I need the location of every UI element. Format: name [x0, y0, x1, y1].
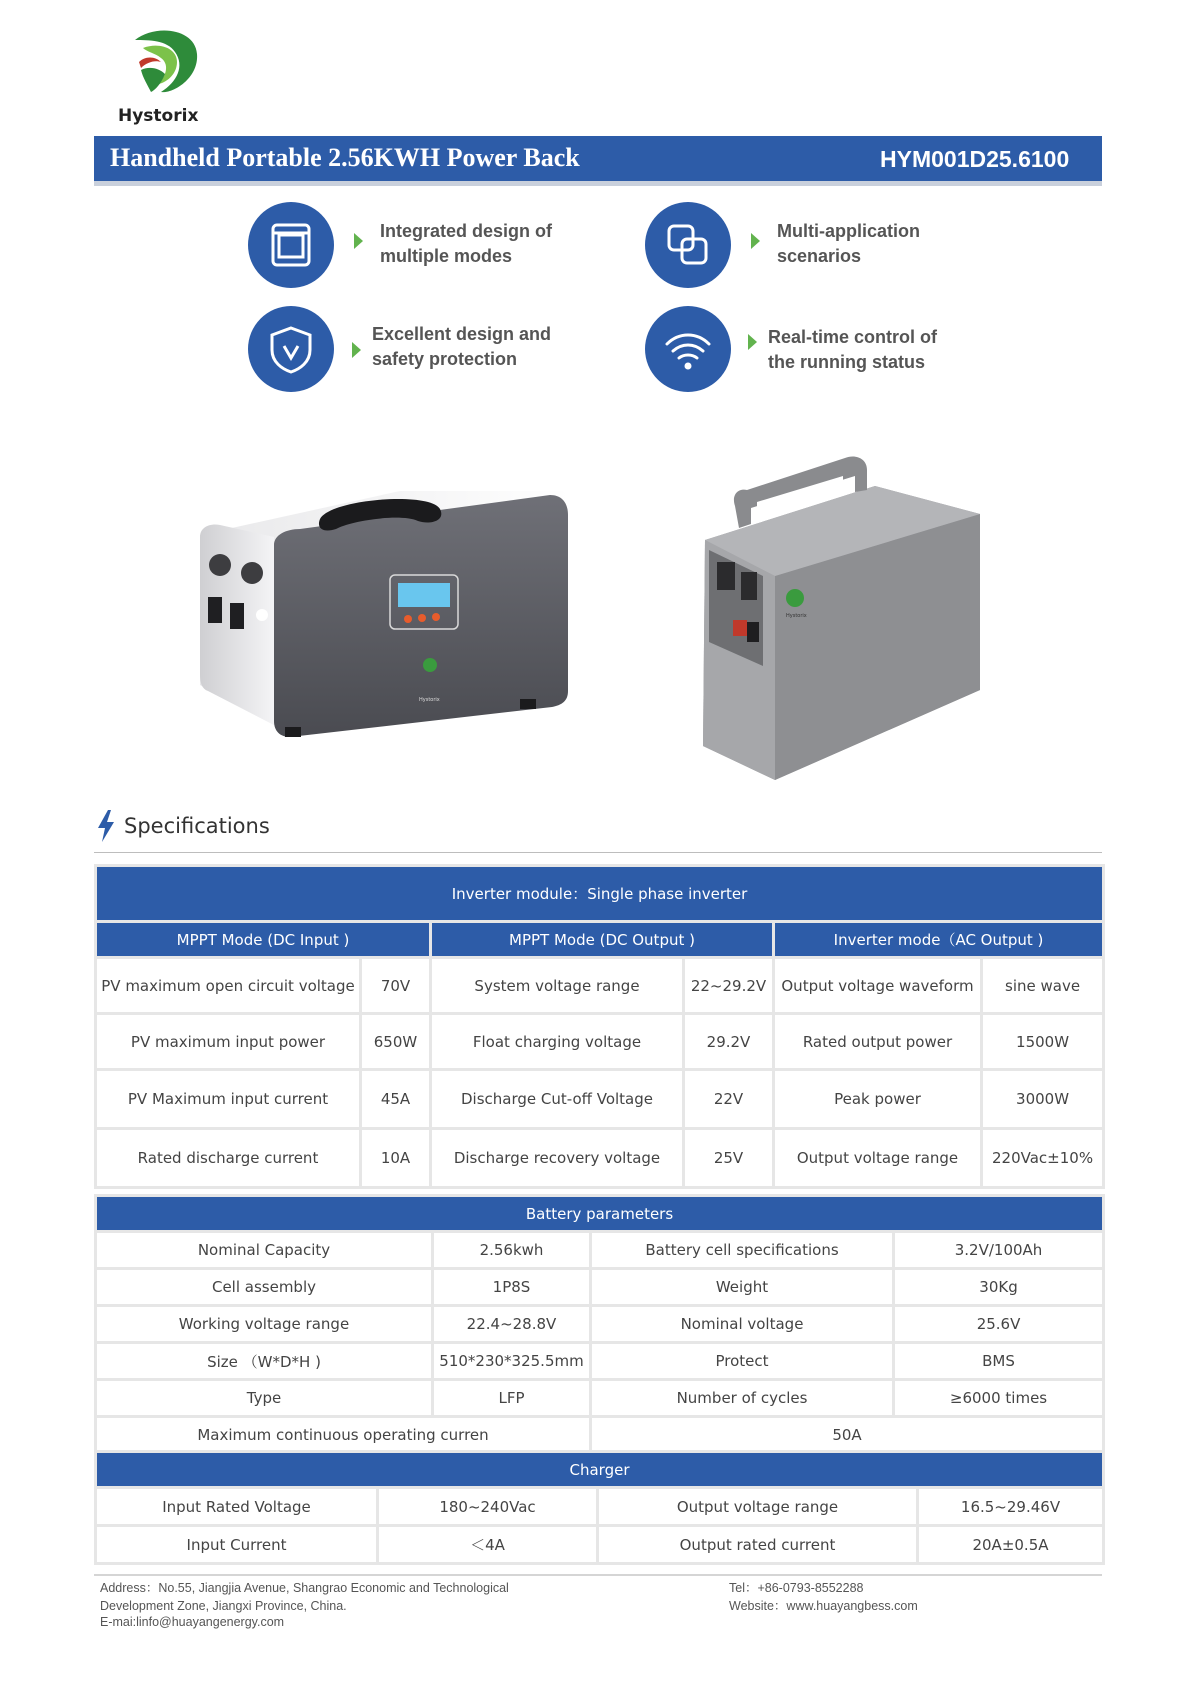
table-cell: 50A — [591, 1417, 1104, 1454]
table-cell: Weight — [591, 1269, 894, 1306]
feature-arrow-icon — [352, 342, 361, 358]
table-cell: 30Kg — [894, 1269, 1104, 1306]
table-cell: 70V — [361, 958, 431, 1014]
battery-table — [94, 1194, 1105, 1455]
table-row — [96, 958, 1104, 1014]
column-header: MPPT Mode (DC Input ) — [96, 922, 431, 958]
table-cell: Type — [96, 1380, 433, 1417]
table-cell: Rated discharge current — [96, 1129, 361, 1188]
product-image-handheld — [190, 485, 580, 755]
table-cell: 45A — [361, 1070, 431, 1129]
table-row — [96, 1070, 1104, 1129]
table-cell: Battery cell specifications — [591, 1232, 894, 1269]
table-cell: PV maximum input power — [96, 1014, 361, 1070]
model-number: HYM001D25.6100 — [880, 146, 1070, 172]
table-cell: Float charging voltage — [431, 1014, 684, 1070]
inverter-table-title: Inverter module：Single phase inverter — [96, 866, 1104, 922]
inverter-table — [94, 864, 1105, 1189]
table-cell: ＜4A — [378, 1526, 598, 1564]
table-cell: 3.2V/100Ah — [894, 1232, 1104, 1269]
table-row — [96, 1417, 1104, 1454]
table-row — [96, 1232, 1104, 1269]
footer-address-line-1: Address：No.55, Jiangjia Avenue, Shangrao Economic and Technological — [100, 1581, 509, 1595]
table-cell: Size （W*D*H ) — [96, 1343, 433, 1380]
table-cell: LFP — [433, 1380, 591, 1417]
table-cell: Cell assembly — [96, 1269, 433, 1306]
table-cell: Nominal Capacity — [96, 1232, 433, 1269]
table-cell: Output voltage range — [598, 1488, 918, 1526]
battery-table-title: Battery parameters — [96, 1196, 1104, 1232]
table-cell: Discharge recovery voltage — [431, 1129, 684, 1188]
table-cell: ≥6000 times — [894, 1380, 1104, 1417]
table-cell: 3000W — [982, 1070, 1104, 1129]
table-row — [96, 1129, 1104, 1188]
overlap-squares-icon — [645, 202, 731, 288]
table-cell: 510*230*325.5mm — [433, 1343, 591, 1380]
table-cell: 220Vac±10% — [982, 1129, 1104, 1188]
feature-arrow-icon — [748, 334, 757, 350]
shield-icon — [248, 306, 334, 392]
table-cell: sine wave — [982, 958, 1104, 1014]
feature-arrow-icon — [354, 233, 363, 249]
table-row — [96, 1269, 1104, 1306]
table-cell: 2.56kwh — [433, 1232, 591, 1269]
table-cell: Nominal voltage — [591, 1306, 894, 1343]
wifi-icon — [645, 306, 731, 392]
table-cell: 180~240Vac — [378, 1488, 598, 1526]
table-cell: 22.4~28.8V — [433, 1306, 591, 1343]
table-cell: 650W — [361, 1014, 431, 1070]
charger-table — [94, 1450, 1105, 1565]
table-row — [96, 1526, 1104, 1564]
table-cell: 10A — [361, 1129, 431, 1188]
footer-address-line-2: Development Zone, Jiangxi Province, China. — [100, 1599, 347, 1613]
table-cell: Number of cycles — [591, 1380, 894, 1417]
table-cell: Maximum continuous operating curren — [96, 1417, 591, 1454]
brand-name: Hystorix — [118, 106, 199, 126]
specifications-heading: Specifications — [124, 814, 270, 838]
table-cell: Input Rated Voltage — [96, 1488, 378, 1526]
product1-logo-text: Hystorix — [419, 697, 440, 703]
table-cell: Input Current — [96, 1526, 378, 1564]
footer-email: E-mai:linfo@huayangenergy.com — [100, 1615, 285, 1629]
feature-label: Integrated design of multiple modes — [380, 221, 553, 266]
table-cell: Peak power — [774, 1070, 982, 1129]
table-cell: 29.2V — [684, 1014, 774, 1070]
table-cell: Protect — [591, 1343, 894, 1380]
table-cell: 25.6V — [894, 1306, 1104, 1343]
table-cell: 1P8S — [433, 1269, 591, 1306]
table-cell: 22V — [684, 1070, 774, 1129]
table-cell: 1500W — [982, 1014, 1104, 1070]
page-title: Handheld Portable 2.56KWH Power Back — [110, 143, 580, 172]
divider — [94, 852, 1102, 853]
product2-logo-text: Hystorix — [786, 613, 807, 619]
table-cell: Output voltage range — [774, 1129, 982, 1188]
table-cell: Output rated current — [598, 1526, 918, 1564]
table-cell: BMS — [894, 1343, 1104, 1380]
feature-label: Excellent design and safety protection — [372, 324, 552, 369]
table-cell: Output voltage waveform — [774, 958, 982, 1014]
table-cell: Rated output power — [774, 1014, 982, 1070]
product-image-cabinet — [695, 450, 985, 780]
panel-icon — [248, 202, 334, 288]
table-row — [96, 1488, 1104, 1526]
footer-website: Website：www.huayangbess.com — [729, 1599, 918, 1613]
charger-table-title: Charger — [96, 1452, 1104, 1488]
table-cell: 22~29.2V — [684, 958, 774, 1014]
lightning-icon — [96, 810, 116, 847]
table-row — [96, 1306, 1104, 1343]
feature-arrow-icon — [751, 233, 760, 249]
table-row — [96, 1380, 1104, 1417]
table-cell: PV Maximum input current — [96, 1070, 361, 1129]
feature-label: Multi-application scenarios — [777, 221, 920, 266]
column-header: Inverter mode（AC Output ) — [774, 922, 1104, 958]
feature-label: Real-time control of the running status — [768, 327, 938, 372]
table-cell: 16.5~29.46V — [918, 1488, 1104, 1526]
table-cell: PV maximum open circuit voltage — [96, 958, 361, 1014]
table-cell: Working voltage range — [96, 1306, 433, 1343]
footer-tel: Tel：+86-0793-8552288 — [729, 1581, 864, 1595]
table-cell: Discharge Cut-off Voltage — [431, 1070, 684, 1129]
table-row — [96, 1014, 1104, 1070]
table-cell: 25V — [684, 1129, 774, 1188]
table-cell: 20A±0.5A — [918, 1526, 1104, 1564]
title-bar-shadow — [94, 181, 1102, 186]
column-header: MPPT Mode (DC Output ) — [431, 922, 774, 958]
footer-divider — [94, 1574, 1102, 1576]
table-row — [96, 1343, 1104, 1380]
table-cell: System voltage range — [431, 958, 684, 1014]
